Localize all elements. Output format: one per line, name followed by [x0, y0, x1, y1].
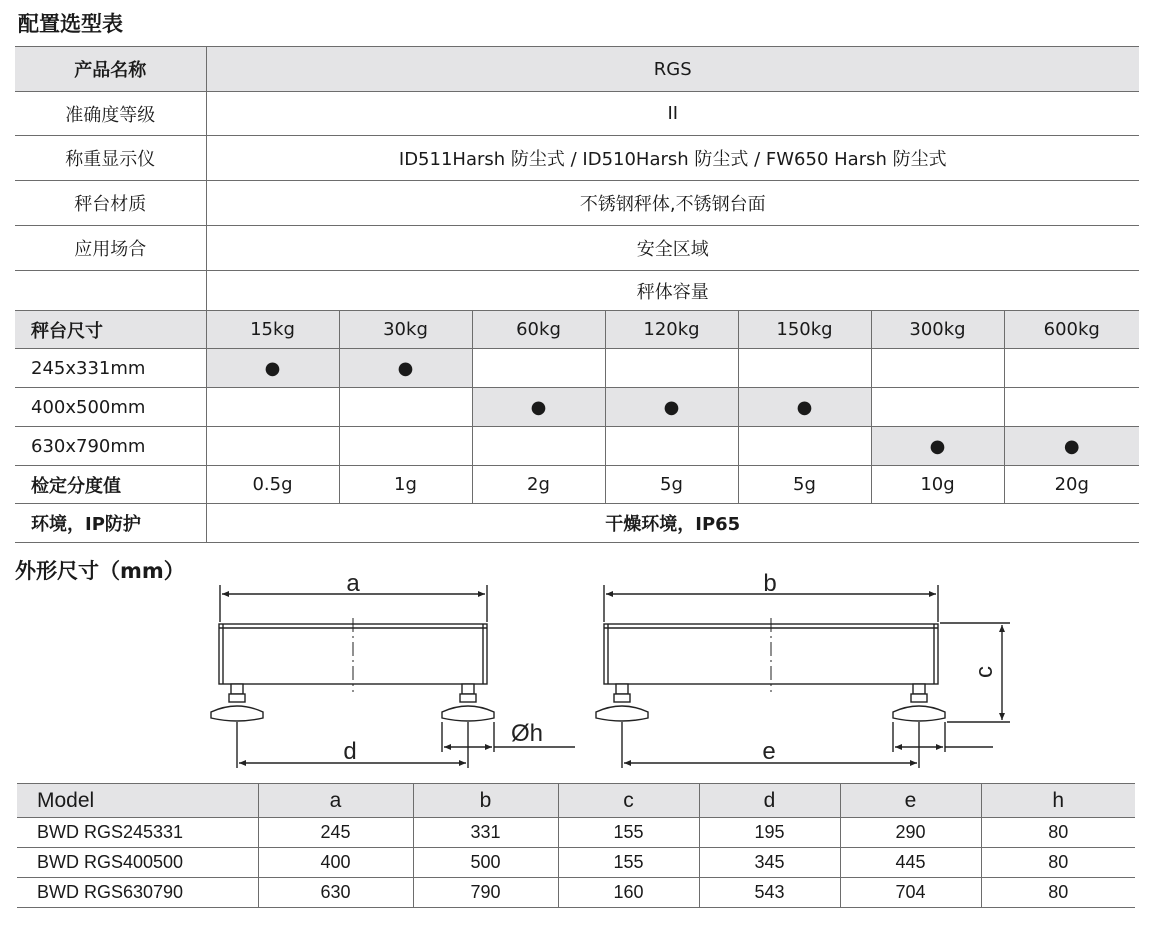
availability-dot: ●: [605, 388, 738, 427]
capacity-header-cell: 300kg: [871, 311, 1004, 349]
dims-cell: 290: [840, 818, 981, 848]
capacity-header: 秤体容量: [206, 271, 1139, 311]
terminal-label: 称重显示仪: [15, 136, 206, 181]
dims-cell: BWD RGS245331: [17, 818, 258, 848]
availability-empty: [738, 349, 871, 388]
label-a: a: [346, 570, 360, 597]
terminal-value: ID511Harsh 防尘式 / ID510Harsh 防尘式 / FW650 Harsh 防尘式: [206, 136, 1139, 181]
table-row: [17, 848, 1135, 878]
dimensions-table: [17, 783, 1135, 908]
capacity-header-cell: 150kg: [738, 311, 871, 349]
dims-cell: 790: [413, 878, 558, 908]
table-row: [17, 818, 1135, 848]
accuracy-label: 准确度等级: [15, 92, 206, 136]
dims-cell: 500: [413, 848, 558, 878]
dims-cell: 80: [981, 818, 1135, 848]
availability-empty: [605, 349, 738, 388]
availability-dot: ●: [206, 349, 339, 388]
division-label: 检定分度值: [15, 466, 206, 504]
dims-cell: 245: [258, 818, 413, 848]
dims-cell: 331: [413, 818, 558, 848]
dims-header: c: [558, 784, 699, 818]
dims-cell: 155: [558, 818, 699, 848]
product-name: RGS: [206, 47, 1139, 92]
dims-cell: 195: [699, 818, 840, 848]
dims-cell: 80: [981, 878, 1135, 908]
dims-cell: 445: [840, 848, 981, 878]
availability-empty: [206, 427, 339, 466]
application-label: 应用场合: [15, 226, 206, 271]
label-d: d: [343, 738, 357, 765]
label-e: e: [762, 738, 776, 765]
dims-header: d: [699, 784, 840, 818]
size-row: [15, 427, 1139, 466]
size-label: 245x331mm: [15, 349, 206, 388]
dims-header: h: [981, 784, 1135, 818]
availability-dot: ●: [871, 427, 1004, 466]
division-value: 1g: [339, 466, 472, 504]
availability-empty: [1004, 349, 1139, 388]
empty-cell: [15, 271, 206, 311]
availability-empty: [472, 427, 605, 466]
label-b: b: [763, 570, 777, 597]
capacity-header-cell: 15kg: [206, 311, 339, 349]
availability-empty: [605, 427, 738, 466]
dims-cell: BWD RGS630790: [17, 878, 258, 908]
dims-cell: 543: [699, 878, 840, 908]
size-label: 400x500mm: [15, 388, 206, 427]
env-value: 干燥环境，IP65: [206, 504, 1139, 543]
right-view: [596, 585, 1010, 768]
platform-size-label: 秤台尺寸: [15, 311, 206, 349]
size-row: [15, 349, 1139, 388]
dims-header: Model: [17, 784, 258, 818]
capacity-header-cell: 30kg: [339, 311, 472, 349]
material-value: 不锈钢秤体,不锈钢台面: [206, 181, 1139, 226]
capacity-header-cell: 600kg: [1004, 311, 1139, 349]
availability-empty: [339, 388, 472, 427]
dims-cell: 345: [699, 848, 840, 878]
availability-empty: [738, 427, 871, 466]
label-c: c: [971, 666, 998, 678]
availability-empty: [206, 388, 339, 427]
size-row: [15, 388, 1139, 427]
division-value: 2g: [472, 466, 605, 504]
product-name-label: 产品名称: [15, 47, 206, 92]
material-label: 秤台材质: [15, 181, 206, 226]
dims-cell: 80: [981, 848, 1135, 878]
dimensions-title: 外形尺寸（mm）: [15, 559, 185, 583]
availability-empty: [472, 349, 605, 388]
dimension-drawing: [0, 560, 1164, 782]
dims-cell: 400: [258, 848, 413, 878]
division-value: 5g: [738, 466, 871, 504]
dims-cell: 160: [558, 878, 699, 908]
table-row: [17, 878, 1135, 908]
dims-header: e: [840, 784, 981, 818]
division-value: 10g: [871, 466, 1004, 504]
availability-dot: ●: [472, 388, 605, 427]
division-value: 0.5g: [206, 466, 339, 504]
capacity-header-cell: 120kg: [605, 311, 738, 349]
dims-cell: 630: [258, 878, 413, 908]
dims-cell: 155: [558, 848, 699, 878]
availability-empty: [339, 427, 472, 466]
division-value: 5g: [605, 466, 738, 504]
size-label: 630x790mm: [15, 427, 206, 466]
config-table: [15, 46, 1139, 543]
dims-cell: BWD RGS400500: [17, 848, 258, 878]
label-h: Øh: [510, 720, 544, 747]
accuracy-value: II: [206, 92, 1139, 136]
env-label: 环境，IP防护: [15, 504, 206, 543]
availability-dot: ●: [339, 349, 472, 388]
dims-header: a: [258, 784, 413, 818]
config-title: 配置选型表: [18, 12, 123, 36]
availability-empty: [871, 388, 1004, 427]
availability-dot: ●: [1004, 427, 1139, 466]
division-value: 20g: [1004, 466, 1139, 504]
availability-dot: ●: [738, 388, 871, 427]
capacity-header-cell: 60kg: [472, 311, 605, 349]
dims-header: b: [413, 784, 558, 818]
availability-empty: [1004, 388, 1139, 427]
application-value: 安全区域: [206, 226, 1139, 271]
dims-cell: 704: [840, 878, 981, 908]
availability-empty: [871, 349, 1004, 388]
